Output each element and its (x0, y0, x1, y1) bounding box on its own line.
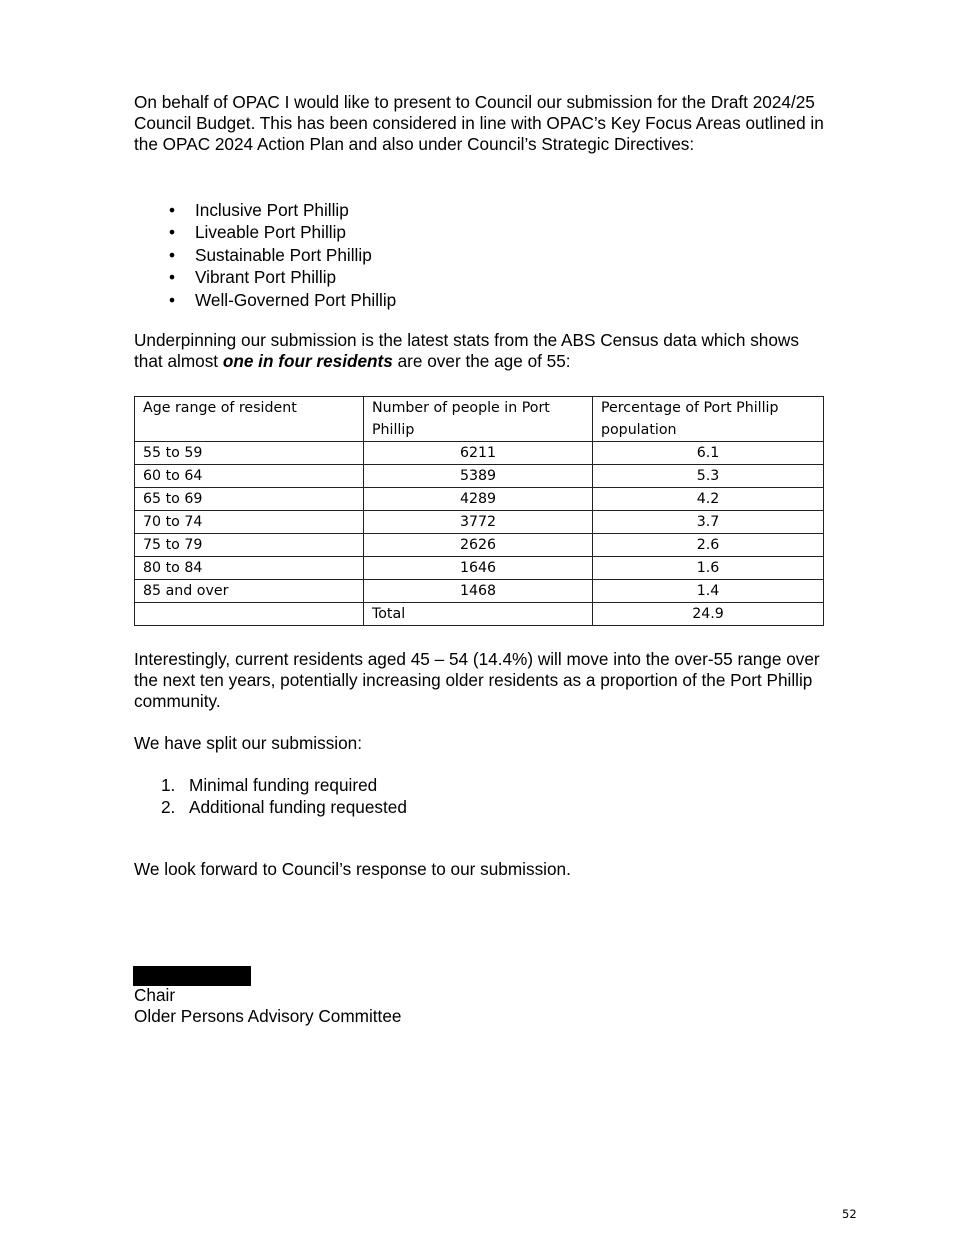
count-cell: 3772 (364, 511, 593, 534)
table-row (135, 442, 824, 465)
table-row (135, 534, 824, 557)
interesting-paragraph: Interestingly, current residents aged 45 – 54 (14.4%) will move into the over-55 range over the next ten years, potentially increasing older residents as a proportion of the Port Phillip community. (134, 649, 820, 711)
age-range-cell: 85 and over (135, 580, 364, 603)
total-value-cell: 24.9 (593, 603, 824, 626)
bullet-icon: • (169, 289, 176, 310)
count-cell: 2626 (364, 534, 593, 557)
percentage-cell: 4.2 (593, 488, 824, 511)
submission-split-list (134, 775, 407, 818)
percentage-cell: 6.1 (593, 442, 824, 465)
count-cell: 1468 (364, 580, 593, 603)
percentage-cell: 1.4 (593, 580, 824, 603)
closing-paragraph: We look forward to Council’s response to our submission. (134, 859, 571, 879)
list-item: • Inclusive Port Phillip (169, 200, 349, 220)
bullet-icon: • (169, 222, 176, 243)
age-range-cell: 75 to 79 (135, 534, 364, 557)
list-item: 2. Additional funding requested (161, 796, 407, 817)
age-range-cell: 80 to 84 (135, 557, 364, 580)
column-header: Percentage of Port Phillip population (593, 397, 824, 442)
age-range-cell: 70 to 74 (135, 511, 364, 534)
table-total-row (135, 603, 824, 626)
age-range-cell: 60 to 64 (135, 465, 364, 488)
bullet-icon: • (169, 200, 176, 220)
page-number: 52 (842, 1207, 857, 1221)
bullet-icon: • (169, 244, 176, 265)
column-header: Age range of resident (135, 397, 364, 442)
signature-title: Chair (134, 985, 176, 1005)
count-cell: 5389 (364, 465, 593, 488)
empty-cell (135, 603, 364, 626)
table-row (135, 511, 824, 534)
list-item: 1. Minimal funding required (161, 775, 378, 795)
percentage-cell: 3.7 (593, 511, 824, 534)
percentage-cell: 5.3 (593, 465, 824, 488)
percentage-cell: 1.6 (593, 557, 824, 580)
redacted-name-block (133, 966, 251, 986)
column-header: Number of people in Port Phillip (364, 397, 593, 442)
total-label-cell: Total (364, 603, 593, 626)
count-cell: 4289 (364, 488, 593, 511)
list-item: • Sustainable Port Phillip (169, 244, 372, 265)
list-item: • Well-Governed Port Phillip (169, 289, 397, 310)
bullet-icon: • (169, 267, 176, 288)
emphasis-text: one in four residents (222, 351, 393, 371)
intro-paragraph: On behalf of OPAC I would like to present to Council our submission for the Draft 2024/25 Council Budget. This has been considered in line with OPAC’s Key Focus Areas outlined in the OPAC 2024 Action Plan and also under Council’s Strategic Directives: (134, 92, 824, 154)
table-row (135, 557, 824, 580)
signature-committee: Older Persons Advisory Committee (134, 1006, 402, 1026)
count-cell: 1646 (364, 557, 593, 580)
underpinning-paragraph: Underpinning our submission is the latest stats from the ABS Census data which shows that almost one in four residents are over the age of 55: (134, 330, 799, 371)
age-range-cell: 65 to 69 (135, 488, 364, 511)
count-cell: 6211 (364, 442, 593, 465)
list-item: • Liveable Port Phillip (169, 222, 346, 243)
table-row (135, 465, 824, 488)
table-row (135, 580, 824, 603)
percentage-cell: 2.6 (593, 534, 824, 557)
age-range-cell: 55 to 59 (135, 442, 364, 465)
table-row (135, 488, 824, 511)
directives-list (134, 199, 396, 311)
split-intro-paragraph: We have split our submission: (134, 733, 362, 753)
age-statistics-table (134, 396, 824, 626)
table-header-row (135, 397, 824, 442)
list-item: • Vibrant Port Phillip (169, 267, 337, 288)
